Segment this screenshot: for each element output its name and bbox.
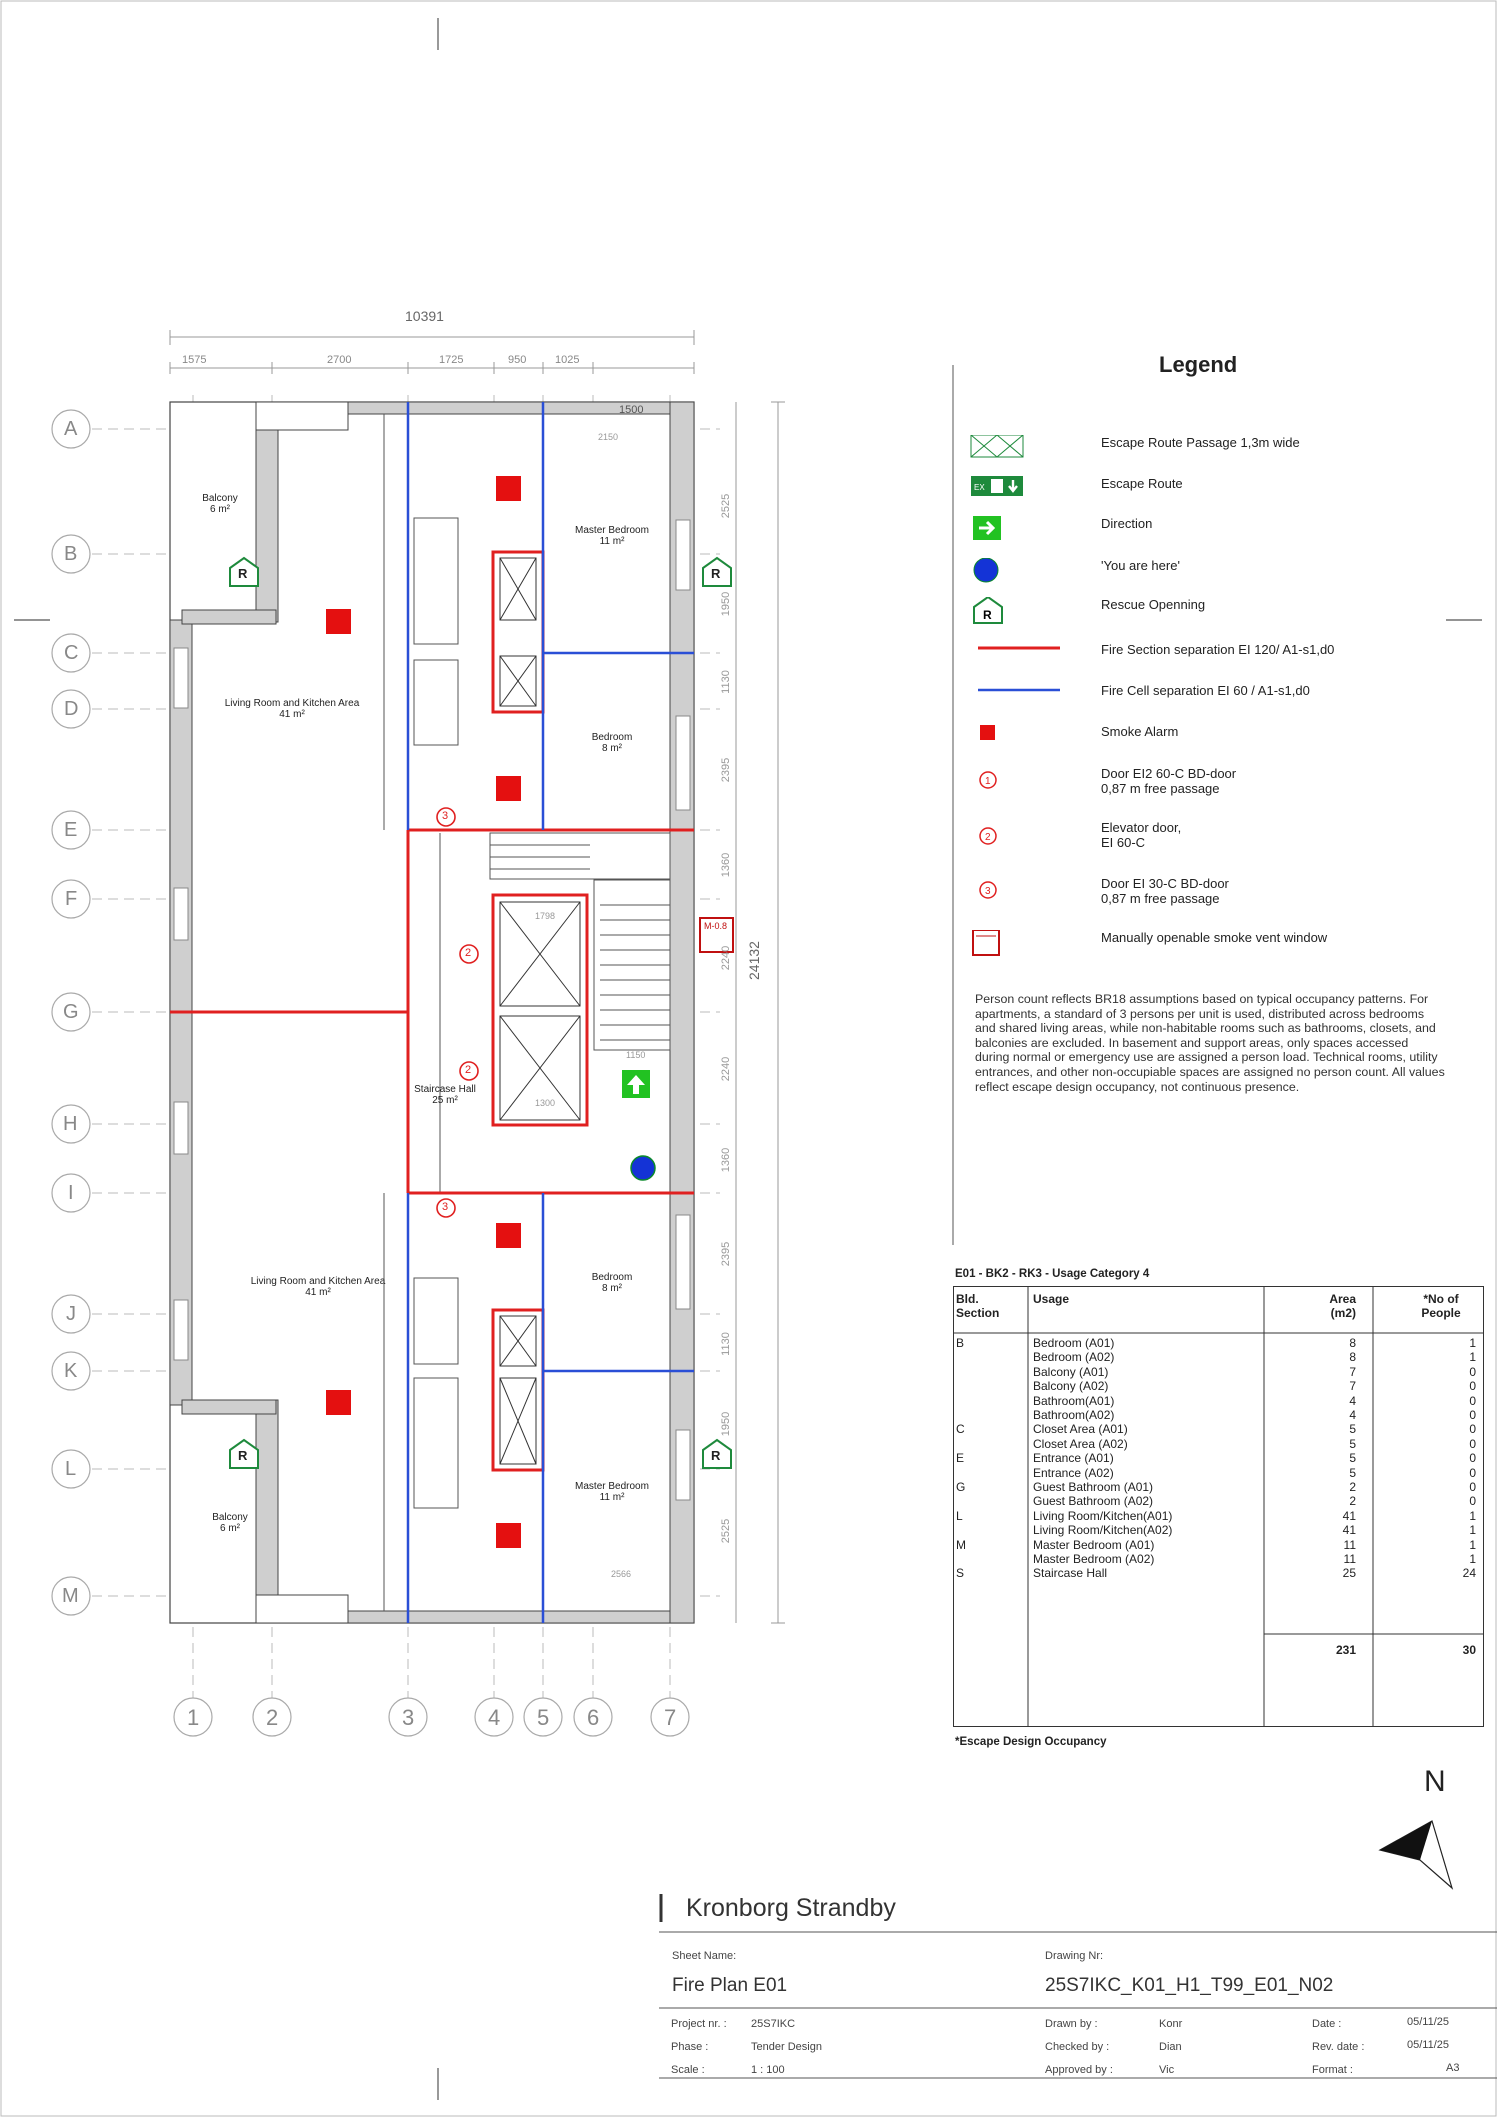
legend-row-smoke-vent: Manually openable smoke vent window (970, 930, 1480, 964)
dim-2566: 2566 (611, 1569, 632, 1579)
row-usage: Bathroom(A01) (1033, 1393, 1115, 1408)
project-nr-label: Project nr. : (671, 2018, 727, 2030)
row-area: 5 (1349, 1451, 1356, 1466)
escape-route-sign-icon (970, 476, 1060, 506)
smoke-vent-legend-icon (970, 930, 1060, 960)
row-people: 0 (1469, 1364, 1476, 1379)
smoke-vent-label: M-0.8 (704, 921, 728, 931)
row-area: 8 (1349, 1336, 1356, 1350)
legend-row-smoke-alarm: Smoke Alarm (970, 724, 1480, 758)
row-section: B (956, 1336, 965, 1350)
rescue-letter-3: R (711, 566, 721, 581)
row-people: 0 (1469, 1379, 1476, 1394)
row-usage: Bedroom (A01) (1033, 1336, 1115, 1350)
door-ei2-60-icon (970, 766, 1060, 796)
format: A3 (1446, 2062, 1460, 2074)
col-header-section: Bld. Section (956, 1292, 1000, 1320)
format-label: Format : (1312, 2064, 1353, 2076)
direction-arrow-icon (622, 1070, 650, 1098)
grid-row-f: F (65, 888, 78, 910)
col-header-usage: Usage (1033, 1292, 1070, 1306)
grid-row-m: M (62, 1585, 79, 1607)
rescue-letter-1: R (238, 566, 248, 581)
col-header-people: *No of People (1421, 1292, 1461, 1320)
grid-row-e: E (64, 819, 78, 841)
row-people: 0 (1469, 1451, 1476, 1466)
right-dim-7: 2240 (720, 1056, 733, 1082)
checked-by: Dian (1159, 2041, 1182, 2053)
elevator-door-icon (970, 820, 1060, 850)
legend-row-rescue-opening: R Rescue Openning (970, 597, 1480, 631)
row-people: 1 (1469, 1336, 1476, 1350)
you-are-here-icon (631, 1156, 655, 1180)
row-usage: Closet Area (A02) (1033, 1436, 1128, 1451)
row-area: 7 (1349, 1379, 1356, 1394)
col-header-area: Area (m2) (1329, 1292, 1356, 1320)
row-people: 1 (1469, 1508, 1476, 1523)
legend-title: Legend (1159, 352, 1238, 377)
rev-date-label: Rev. date : (1312, 2041, 1365, 2053)
door-ei-30-icon (970, 876, 1060, 906)
row-area: 5 (1349, 1436, 1356, 1451)
room-living-top: Living Room and Kitchen Area 41 m² (224, 698, 360, 720)
row-people: 0 (1469, 1465, 1476, 1480)
grid-row-i: I (68, 1182, 74, 1204)
fire-cell-line-icon (970, 683, 1060, 713)
rescue-letter-4: R (711, 1448, 721, 1463)
right-dim-8: 1360 (720, 1147, 733, 1173)
row-people: 1 (1469, 1523, 1476, 1538)
grid-col-bubbles (174, 1698, 689, 1736)
drawing-nr-label: Drawing Nr: (1045, 1950, 1104, 1962)
grid-col-2: 2 (266, 1705, 279, 1730)
svg-text:3: 3 (985, 886, 991, 897)
row-people: 1 (1469, 1552, 1476, 1566)
row-area: 2 (1349, 1480, 1356, 1494)
row-people: 0 (1469, 1422, 1476, 1437)
room-balcony-top: Balcony 6 m² (202, 493, 238, 515)
rescue-opening-legend-icon (970, 597, 1060, 627)
smoke-alarm-icon (970, 724, 1060, 754)
date: 05/11/25 (1407, 2016, 1450, 2028)
row-people: 0 (1469, 1494, 1476, 1509)
svg-text:2: 2 (985, 832, 991, 843)
grid-col-1: 1 (187, 1705, 200, 1730)
scale-label: Scale : (671, 2064, 705, 2076)
approved-by: Vic (1159, 2064, 1175, 2076)
grid-row-c: C (64, 642, 79, 664)
row-usage: Closet Area (A01) (1033, 1422, 1128, 1437)
grid-row-k: K (64, 1360, 78, 1382)
grid-row-d: D (64, 698, 79, 720)
room-staircase-hall: Staircase Hall 25 m² (414, 1084, 476, 1106)
row-people: 24 (1462, 1566, 1476, 1581)
legend-row-fire-section: Fire Section separation EI 120/ A1-s1,d0 (970, 642, 1480, 676)
right-dim-3: 1130 (719, 670, 732, 694)
row-area: 11 (1343, 1552, 1356, 1566)
row-people: 1 (1469, 1537, 1476, 1552)
grid-col-7: 7 (664, 1705, 677, 1730)
row-usage: Staircase Hall (1033, 1566, 1108, 1581)
row-people: 0 (1469, 1393, 1476, 1408)
row-area: 7 (1349, 1364, 1356, 1379)
grid-col-5: 5 (537, 1705, 550, 1730)
room-living-bottom: Living Room and Kitchen Area 41 m² (250, 1276, 386, 1298)
svg-text:1: 1 (985, 776, 991, 787)
row-section: E (956, 1451, 965, 1466)
door-marker-2-upper: 2 (465, 947, 472, 959)
right-dim-5: 1360 (720, 852, 733, 878)
sheet-name: Fire Plan E01 (672, 1975, 788, 1996)
phase: Tender Design (751, 2041, 822, 2053)
sheet-name-label: Sheet Name: (672, 1950, 737, 1962)
row-area: 4 (1349, 1393, 1356, 1408)
row-area: 41 (1342, 1508, 1356, 1523)
legend-row-fire-cell: Fire Cell separation EI 60 / A1-s1,d0 (970, 683, 1480, 717)
phase-label: Phase : (671, 2041, 709, 2053)
svg-text:R: R (983, 608, 992, 622)
grid-row-g: G (63, 1001, 79, 1023)
grid-row-h: H (63, 1113, 78, 1135)
drawn-by-label: Drawn by : (1045, 2018, 1098, 2030)
legend-row-escape-passage: Escape Route Passage 1,3m wide (970, 435, 1480, 469)
occupancy-note: Person count reflects BR18 assumptions based on typical occupancy patterns. For apartments, a standard of 3 persons per unit is used, distributed across bedrooms and shared living areas, while non-habitable rooms such as bathrooms, closets, and balconies are excluded. In basement and support areas, only spaces accessed during normal or emergency use are assigned a person load. Technical rooms, utility entrances, and other non-occupiable spaces are assigned no person count. All values reflect escape design occupancy, not continuous presence. (975, 992, 1445, 1094)
row-area: 25 (1342, 1566, 1356, 1581)
row-people: 0 (1469, 1436, 1476, 1451)
room-balcony-bottom: Balcony 6 m² (212, 1512, 248, 1534)
row-section: S (956, 1566, 965, 1581)
right-dim-4: 2395 (720, 757, 733, 783)
date-label: Date : (1312, 2018, 1342, 2030)
legend-row-door-1: 1 Door EI2 60-C BD-door 0,87 m free passage (970, 766, 1480, 806)
dim-2150: 2150 (598, 432, 619, 442)
overall-dimension: 10391 (405, 308, 444, 324)
row-usage: Bedroom (A02) (1033, 1350, 1115, 1365)
room-bedroom-top: Bedroom 8 m² (591, 732, 633, 754)
dim-1300: 1300 (535, 1098, 556, 1108)
grid-col-4: 4 (488, 1705, 501, 1730)
grid-col-6: 6 (587, 1705, 600, 1730)
door-marker-3-bottom: 3 (442, 1201, 449, 1213)
occupancy-footnote: *Escape Design Occupancy (955, 1736, 1107, 1748)
legend-row-door-3: 3 Door EI 30-C BD-door 0,87 m free passage (970, 876, 1480, 916)
row-section: G (956, 1480, 966, 1494)
row-area: 41 (1342, 1523, 1356, 1538)
grid-row-l: L (65, 1458, 77, 1480)
row-usage: Entrance (A02) (1033, 1465, 1114, 1480)
north-label: N (1424, 1765, 1446, 1798)
grid-row-j: J (66, 1303, 76, 1325)
right-dim-2: 1950 (720, 591, 733, 617)
row-area: 4 (1349, 1408, 1356, 1422)
row-section: M (956, 1537, 966, 1552)
fire-section-line-icon (970, 642, 1060, 672)
door-marker-2-lower: 2 (465, 1064, 472, 1076)
drawn-by: Konr (1159, 2018, 1183, 2030)
grid-row-a: A (64, 418, 78, 440)
row-area: 8 (1349, 1350, 1356, 1365)
scale: 1 : 100 (751, 2064, 785, 2076)
title-block-frame (655, 1890, 1497, 2117)
checked-by-label: Checked by : (1045, 2041, 1110, 2053)
grid-col-3: 3 (402, 1705, 415, 1730)
dim-1798: 1798 (535, 911, 556, 921)
row-section: C (956, 1422, 965, 1437)
project-nr: 25S7IKC (751, 2018, 796, 2030)
right-dim-9: 2395 (720, 1241, 733, 1267)
row-usage: Guest Bathroom (A01) (1033, 1480, 1154, 1494)
total-people: 30 (1462, 1643, 1476, 1657)
row-usage: Master Bedroom (A02) (1033, 1552, 1155, 1566)
row-usage: Living Room/Kitchen(A01) (1033, 1508, 1173, 1523)
project-name: Kronborg Strandby (686, 1894, 896, 1922)
north-arrow-icon (1378, 1818, 1454, 1890)
you-are-here-legend-icon (970, 558, 1060, 588)
row-people: 0 (1469, 1408, 1476, 1422)
rescue-letter-2: R (238, 1448, 248, 1463)
approved-by-label: Approved by : (1045, 2064, 1113, 2076)
dim-1150: 1150 (626, 1050, 646, 1060)
right-dim-6: 2240 (720, 945, 733, 971)
row-usage: Master Bedroom (A01) (1033, 1537, 1155, 1552)
right-dim-1: 2525 (720, 493, 733, 519)
svg-text:EX: EX (974, 483, 985, 492)
top-dim-3: 1725 (439, 354, 464, 366)
total-area: 231 (1335, 1643, 1356, 1657)
row-area: 11 (1343, 1537, 1356, 1552)
legend-row-elevator-door: 2 Elevator door, EI 60-C (970, 820, 1480, 860)
row-usage: Living Room/Kitchen(A02) (1033, 1523, 1173, 1538)
direction-icon (970, 516, 1060, 546)
row-usage: Guest Bathroom (A02) (1033, 1494, 1154, 1509)
row-section: L (956, 1508, 963, 1523)
top-dim-2: 2700 (327, 354, 352, 366)
rev-date: 05/11/25 (1407, 2039, 1450, 2051)
room-bedroom-bottom: Bedroom 8 m² (591, 1272, 633, 1294)
row-usage: Entrance (A01) (1033, 1451, 1114, 1466)
row-area: 5 (1349, 1465, 1356, 1480)
legend-row-you-are-here: 'You are here' (970, 558, 1480, 592)
top-dim-1: 1575 (182, 354, 207, 366)
top-dim-4: 950 (508, 354, 527, 366)
row-area: 5 (1349, 1422, 1356, 1437)
row-people: 0 (1469, 1480, 1476, 1494)
row-usage: Balcony (A01) (1033, 1364, 1109, 1379)
row-usage: Balcony (A02) (1033, 1379, 1109, 1394)
row-usage: Bathroom(A02) (1033, 1408, 1115, 1422)
legend-row-direction: Direction (970, 516, 1480, 550)
room-master-top: Master Bedroom 11 m² (575, 525, 649, 547)
top-dim-5: 1025 (555, 354, 580, 366)
dim-1500: 1500 (619, 404, 644, 416)
drawing-number: 25S7IKC_K01_H1_T99_E01_N02 (1045, 1975, 1334, 1996)
occupancy-table-title: E01 - BK2 - RK3 - Usage Category 4 (955, 1268, 1150, 1280)
right-dim-10: 1130 (719, 1332, 732, 1356)
escape-passage-icon (970, 435, 1060, 465)
grid-row-b: B (64, 543, 78, 565)
legend-row-escape-route: EX Escape Route (970, 476, 1480, 510)
row-area: 2 (1349, 1494, 1356, 1509)
vertical-dimension: 24132 (746, 941, 762, 980)
door-marker-3-top: 3 (442, 810, 449, 822)
right-dim-11: 1950 (720, 1411, 733, 1437)
right-dim-12: 2525 (720, 1518, 733, 1544)
row-people: 1 (1469, 1350, 1476, 1365)
room-master-bottom: Master Bedroom 11 m² (575, 1481, 649, 1503)
